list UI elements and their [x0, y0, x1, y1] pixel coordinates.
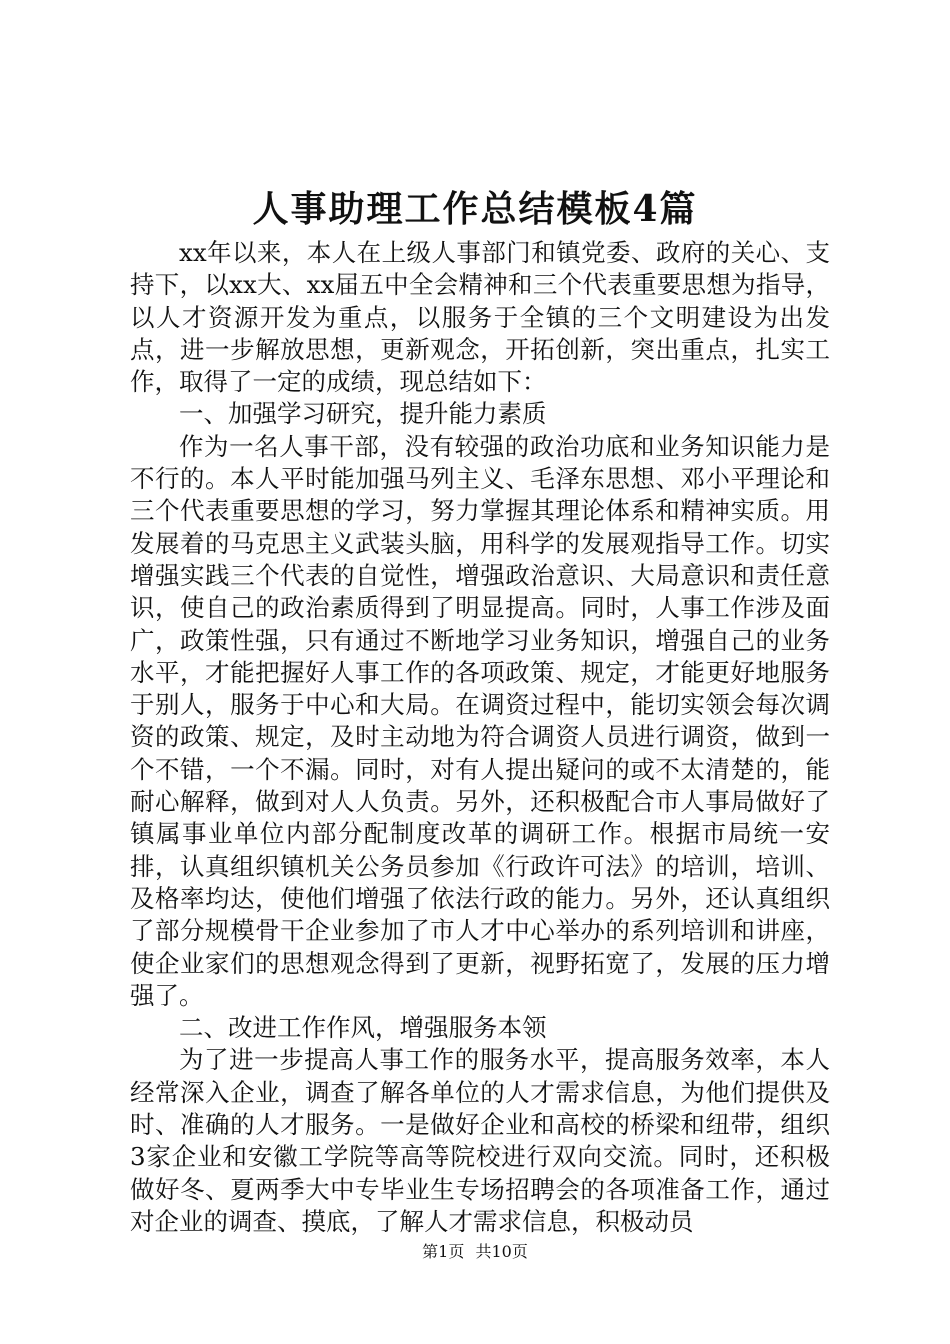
- section-heading-1: 一、加强学习研究，提升能力素质: [179, 399, 547, 429]
- document-title: 人事助理工作总结模板4篇: [252, 188, 698, 230]
- paragraph-section-1: 作为一名人事干部，没有较强的政治功底和业务知识能力是不行的。本人平时能加强马列主义、毛泽东思想、邓小平理论和三个代表重要思想的学习，努力掌握其理论体系和精神实质。用发展着的马克思主义武装头脑，用科学的发展观指导工作。切实增强实践三个代表的自觉性，增强政治意识、大局意识和责任意识，使自己的政治素质得到了明显提高。同时，人事工作涉及面广，政策性强，只有通过不断地学习业务知识，增强自己的业务水平，才能把握好人事工作的各项政策、规定，才能更好地服务于别人，服务于中心和大局。在调资过程中，能切实领会每次调资的政策、规定，及时主动地为符合调资人员进行调资，做到一个不错，一个不漏。同时，对有人提出疑问的或不太清楚的，能耐心解释，做到对人人负责。另外，还积极配合市人事局做好了镇属事业单位内部分配制度改革的调研工作。根据市局统一安排，认真组织镇机关公务员参加《行政许可法》的培训，培训、及格率均达，使他们增强了依法行政的能力。另外，还认真组织了部分规模骨干企业参加了市人才中心举办的系列培训和讲座，使企业家们的思想观念得到了更新，视野拓宽了，发展的压力增强了。: [130, 431, 830, 1010]
- paragraph-section-2: 为了进一步提高人事工作的服务水平，提高服务效率，本人经常深入企业，调查了解各单位的人才需求信息，为他们提供及时、准确的人才服务。一是做好企业和高校的桥梁和纽带，组织3家企业和安徽工学院等高等院校进行双向交流。同时，还积极做好冬、夏两季大中专毕业生专场招聘会的各项准备工作，通过对企业的调查、摸底，了解人才需求信息，积极动员: [130, 1045, 830, 1236]
- section-heading-2: 二、改进工作作风，增强服务本领: [179, 1013, 547, 1043]
- page-number: 第1页: [422, 1242, 465, 1261]
- page-total: 共10页: [475, 1242, 528, 1261]
- document-body: [130, 237, 830, 1238]
- paragraph-intro: xx年以来，本人在上级人事部门和镇党委、政府的关心、支持下，以xx大、xx届五中全会精神和三个代表重要思想为指导，以人才资源开发为重点，以服务于全镇的三个文明建设为出发点，进一步解放思想，更新观念，开拓创新，突出重点，扎实工作，取得了一定的成绩，现总结如下：: [130, 238, 830, 397]
- page-footer: [0, 1241, 950, 1263]
